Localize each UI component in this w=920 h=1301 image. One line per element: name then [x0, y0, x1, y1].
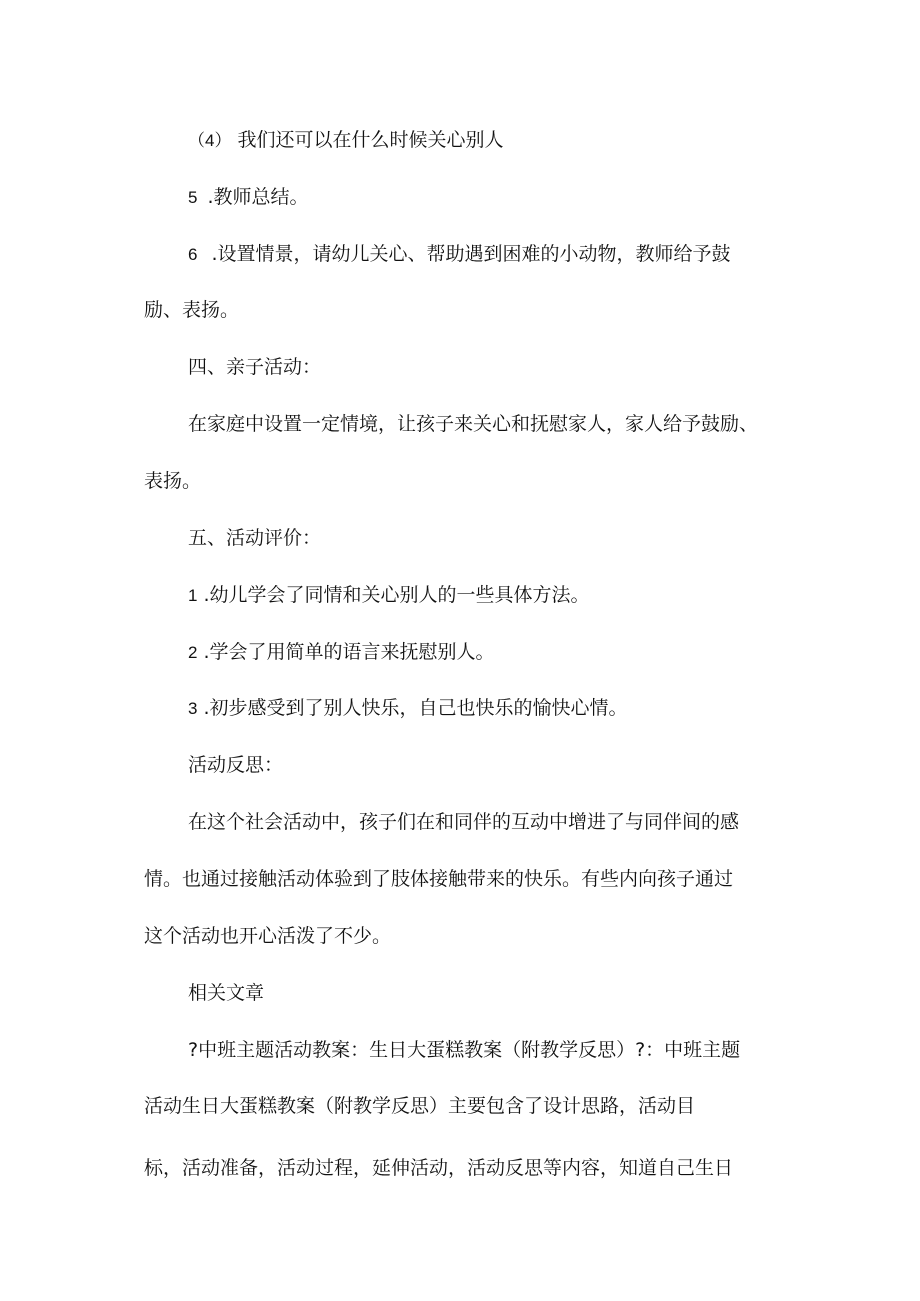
- item-number: 2: [188, 643, 198, 662]
- list-item-eval-3: [188, 696, 628, 721]
- section-heading-parent-child: 四、亲子活动：: [188, 356, 322, 378]
- paragraph-continuation: 表扬。: [144, 470, 202, 492]
- item-number: 6: [188, 245, 198, 264]
- item-text: .初步感受到了别人快乐，自己也快乐的愉快心情。: [203, 697, 628, 719]
- paragraph: 在家庭中设置一定情境，让孩子来关心和抚慰家人，家人给予鼓励、: [188, 413, 759, 435]
- item-text: .学会了用简单的语言来抚慰别人。: [203, 641, 495, 663]
- paragraph-continuation: 活动生日大蛋糕教案（附教学反思）主要包含了设计思路，活动目: [144, 1095, 696, 1117]
- section-heading-reflection: 活动反思：: [188, 754, 284, 776]
- item-number: （4）: [188, 131, 232, 150]
- paragraph-continuation: 情。也通过接触活动体验到了肢体接触带来的快乐。有些内向孩子通过: [144, 868, 734, 890]
- paragraph-continuation: 这个活动也开心活泼了不少。: [144, 925, 392, 947]
- item-text: .设置情景，请幼儿关心、帮助遇到困难的小动物，教师给予鼓: [211, 243, 731, 265]
- list-item-eval-2: [188, 640, 495, 665]
- list-item-step-6: [188, 242, 731, 267]
- list-item-step-5: [188, 185, 309, 210]
- paragraph-continuation: 励、表扬。: [144, 299, 240, 321]
- section-heading-evaluation: 五、活动评价：: [188, 527, 322, 549]
- paragraph-continuation: 标，活动准备，活动过程，延伸活动，活动反思等内容，知道自己生日: [144, 1157, 734, 1179]
- item-text: .幼儿学会了同情和关心别人的一些具体方法。: [203, 584, 590, 606]
- list-item-question-4: [188, 128, 503, 153]
- item-number: 3: [188, 699, 198, 718]
- section-heading-related-articles: 相关文章: [188, 982, 265, 1004]
- item-number: 5: [188, 188, 198, 207]
- item-text: 我们还可以在什么时候关心别人: [237, 129, 504, 151]
- item-number: 1: [188, 586, 198, 605]
- list-item-eval-1: [188, 583, 590, 608]
- related-article-paragraph: ?中班主题活动教案：生日大蛋糕教案（附教学反思）?：中班主题: [188, 1039, 741, 1061]
- paragraph: 在这个社会活动中，孩子们在和同伴的互动中增进了与同伴间的感: [188, 811, 740, 833]
- item-text: .教师总结。: [207, 186, 309, 208]
